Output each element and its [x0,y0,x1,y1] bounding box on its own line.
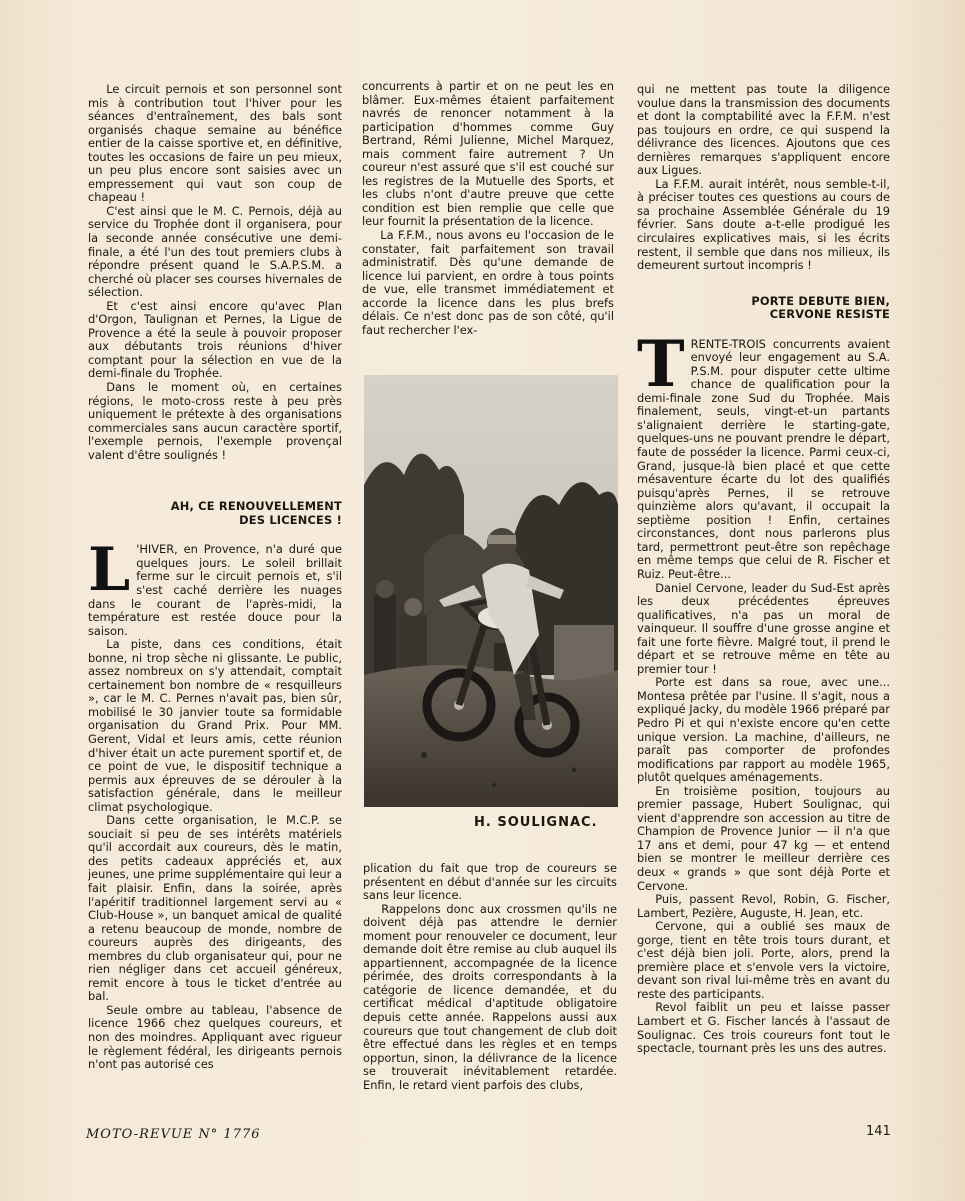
paragraph: C'est ainsi que le M. C. Pernois, déjà au service du Trophée dont il organisera, pour la seconde année consécutive une demi-finale, a été l'un des tout premiers clubs à répondre présent quand le S.A.P.S.M. a cherché où placer ses courses hivernales de sélection. [88,203,342,300]
drop-cap: L [88,535,131,606]
heading-line: PORTE DEBUTE BIEN, [751,293,890,308]
article-column-1 [88,83,342,1072]
paragraph: Seule ombre au tableau, l'absence de licence 1966 chez quelques coureurs, et non des moindres. Appliquant avec rigueur le règlement fédéral, les dirigeants pernois n'ont pas autorisé ces [88,1002,342,1072]
paragraph: En troisième position, toujours au premier passage, Hubert Soulignac, qui vient d'apprendre son accession au titre de Champion de Provence Junior — il n'a que 17 ans et demi, pour 47 kg — et entend bien se montrer le meilleur derrière ces deux « grands » que sont déjà Porte et Cervone. [637,783,890,893]
heading-line: DES LICENCES ! [239,512,342,527]
paragraph: Et c'est ainsi encore qu'avec Plan d'Orgon, Taulignan et Pernes, la Ligue de Provence a été la seule à pouvoir proposer aux débutants trois réunions d'hiver comptant pour la sélection en vue de la demi-finale du Trophée. [88,298,342,381]
paragraph: Porte est dans sa roue, avec une... Montesa prêtée par l'usine. Il s'agit, nous a expliqué Jacky, du modèle 1966 préparé par Pedro Pi et qui n'existe encore qu'en cette unique version. La machine, d'ailleurs, ne paraît pas comporter de profondes modifications par rapport au modèle 1965, plutôt quelques aménagements. [637,675,890,785]
paragraph: Revol faiblit un peu et laisse passer Lambert et G. Fischer lancés à l'assaut de Soulignac. Ces trois coureurs font tout le spectacle, tournant près les uns des autres. [637,1000,890,1056]
paragraph: La F.F.M. aurait intérêt, nous semble-t-il, à préciser toutes ces questions au cours de sa prochaine Assemblée Générale du 19 février. Sans doute a-t-elle prodigué les circulaires explicatives mais, si les écrits restent, il semble que dans nos milieux, ils demeurent surtout incompris ! [637,176,890,273]
paragraph: Cervone, qui a oublié ses maux de gorge, tient en tête trois tours durant, et c'est déjà bien joli. Porte, alors, prend la première place et s'envole vers la victoire, devant son rival lui-même très en avant du reste des participants. [637,919,890,1001]
article-column-2-continued [363,862,617,1092]
article-column-2 [362,80,614,337]
section-heading-licences [88,500,342,527]
paragraph: Dans cette organisation, le M.C.P. se souciait si peu de ses intérêts matériels qu'il accordait aux coureurs, dès le matin, des petits cadeaux appréciés et, aux jeunes, une prime supplémentaire qui leur a fait plaisir. Enfin, dans la soirée, après l'apéritif traditionnel largement servi au « Club-House », un banquet amical de qualité a retenu beaucoup de monde, nombre de coureurs auprès des dirigeants, des membres du club organisateur qui, pour ne rien négliger dans cet accueil généreux, remit encore à tous le ticket d'entrée au bal. [88,813,342,1004]
paragraph: Puis, passent Revol, Robin, G. Fischer, Lambert, Pezière, Auguste, H. Jean, etc. [637,892,890,920]
heading-line: CERVONE RESISTE [769,307,890,322]
drop-cap: T [637,326,685,402]
magazine-issue-footer: MOTO-REVUE N° 1776 [86,1127,261,1142]
paragraph: plication du fait que trop de coureurs se présentent en début d'année sur les circuits sans leur licence. [363,861,617,903]
paragraph: Daniel Cervone, leader du Sud-Est après les deux précédentes épreuves qualificatives, n'a pas un moral de vainqueur. Il souffre d'une grosse angine et fait une forte fièvre. Malgré tout, il prend le départ et se retrouve même en tête au premier tour ! [637,580,890,676]
page-number: 141 [866,1124,891,1139]
motocross-photo [364,375,618,807]
paragraph: Rappelons donc aux crossmen qu'ils ne doivent déjà pas attendre le dernier moment pour renouveler ce document, leur demande doit être remise au club auquel ils appartiennent, accompagnée de la licence périmée, des droits correspondants à la catégorie de licence demandée, et du certificat médical d'aptitude obligatoire depuis cette année. Rappelons aussi aux coureurs que tout changement de club doit être effectué dans les règles et en temps opportun, sinon, la délivrance de la licence se trouverait inévitablement retardée. Enfin, le retard vient parfois des clubs, [363,901,617,1092]
paragraph: La F.F.M., nous avons eu l'occasion de le constater, fait parfaitement son travail administratif. Dès qu'une demande de licence lui parvient, en ordre à tous points de vue, elle transmet immédiatement et accorde la licence dans les plus brefs délais. Ce n'est donc pas de son côté, qu'il faut rechercher l'ex- [362,228,614,337]
lead-text: RENTE-TROIS concurrents avaient envoyé leur engagement au S.A. P.S.M. pour disputer cette ultime chance de qualification pour la demi-finale zone Sud du Trophée. Mais finalement, seuls, vingt-et-un partants s'alignaient derrière le starting-gate, quelques-uns ne pouvant prendre le départ, faute de posséder la licence. Parmi ceux-ci, Grand, jusque-là bien placé et que cette mésaventure écarte du lot des qualifiés puisqu'après Pernes, il se retrouve quinzième alors qu'avant, il occupait la septième position ! Enfin, certaines circonstances, dont nous parlerons plus tard, permettront peut-être son repêchage en même temps que celui de R. Fischer et Ruiz. Peut-être... [637,336,890,581]
paragraph: Dans le moment où, en certaines régions, le moto-cross reste à peu près uniquement le prétexte à des organisations commerciales sans aucun caractère sportif, l'exemple pernois, l'exemple provençal valent d'être soulignés ! [88,380,342,462]
section-heading-porte [637,295,890,322]
paragraph: La piste, dans ces conditions, était bonne, ni trop sèche ni glissante. Le public, assez nombreux on s'y attendait, comptait certainement bon nombre de « resquilleurs », car le M. C. Pernes n'avait pas, bien sûr, mobilisé le 30 janvier toute sa formidable organisation du Grand Prix. Pour MM. Gerent, Vidal et leurs amis, cette réunion d'hiver était un acte purement sportif et, de ce point de vue, le dispositif technique a permis aux épreuves de se dérouler à la satisfaction générale, dans le meilleur climat psychologique. [88,637,342,814]
photo-caption: H. SOULIGNAC. [474,815,598,830]
lead-paragraph [88,535,342,638]
paragraph: Le circuit pernois et son personnel sont mis à contribution tout l'hiver pour les séances d'entraînement, des bals sont organisés chaque semaine au bénéfice entier de la caisse sportive et, en définitive, toutes les occasions de faire un peu mieux, un peu plus encore sont saisies avec un empressement qui vaut son coup de chapeau ! [88,82,342,205]
rider-illustration [364,375,618,807]
heading-line: AH, CE RENOUVELLEMENT [170,499,342,514]
lead-text: 'HIVER, en Provence, n'a duré que quelques jours. Le soleil brillait ferme sur le circuit pernois et, s'il s'est caché derrière les nuages dans le courant de l'après-midi, la température est restée douce pour la saison. [88,542,342,638]
lead-paragraph [637,326,890,582]
paragraph: concurrents à partir et on ne peut les en blâmer. Eux-mêmes étaient parfaitement navrés de renoncer notamment à la participation d'hommes comme Guy Bertrand, Rémi Julienne, Michel Marquez, mais comment faire autrement ? Un coureur n'est assuré que s'il est couché sur les registres de la Mutuelle des Sports, et les clubs n'ont d'autre preuve que cette condition est bien remplie que celle que leur fournit la présentation de la licence. [362,79,614,229]
paragraph: qui ne mettent pas toute la diligence voulue dans la transmission des documents et dont la comptabilité avec la F.F.M. n'est pas toujours en ordre, ce qui suspend la délivrance des licences. Ajoutons que ces dernières remarques s'appliquent encore aux Ligues. [637,82,890,178]
article-column-3 [637,83,890,1056]
